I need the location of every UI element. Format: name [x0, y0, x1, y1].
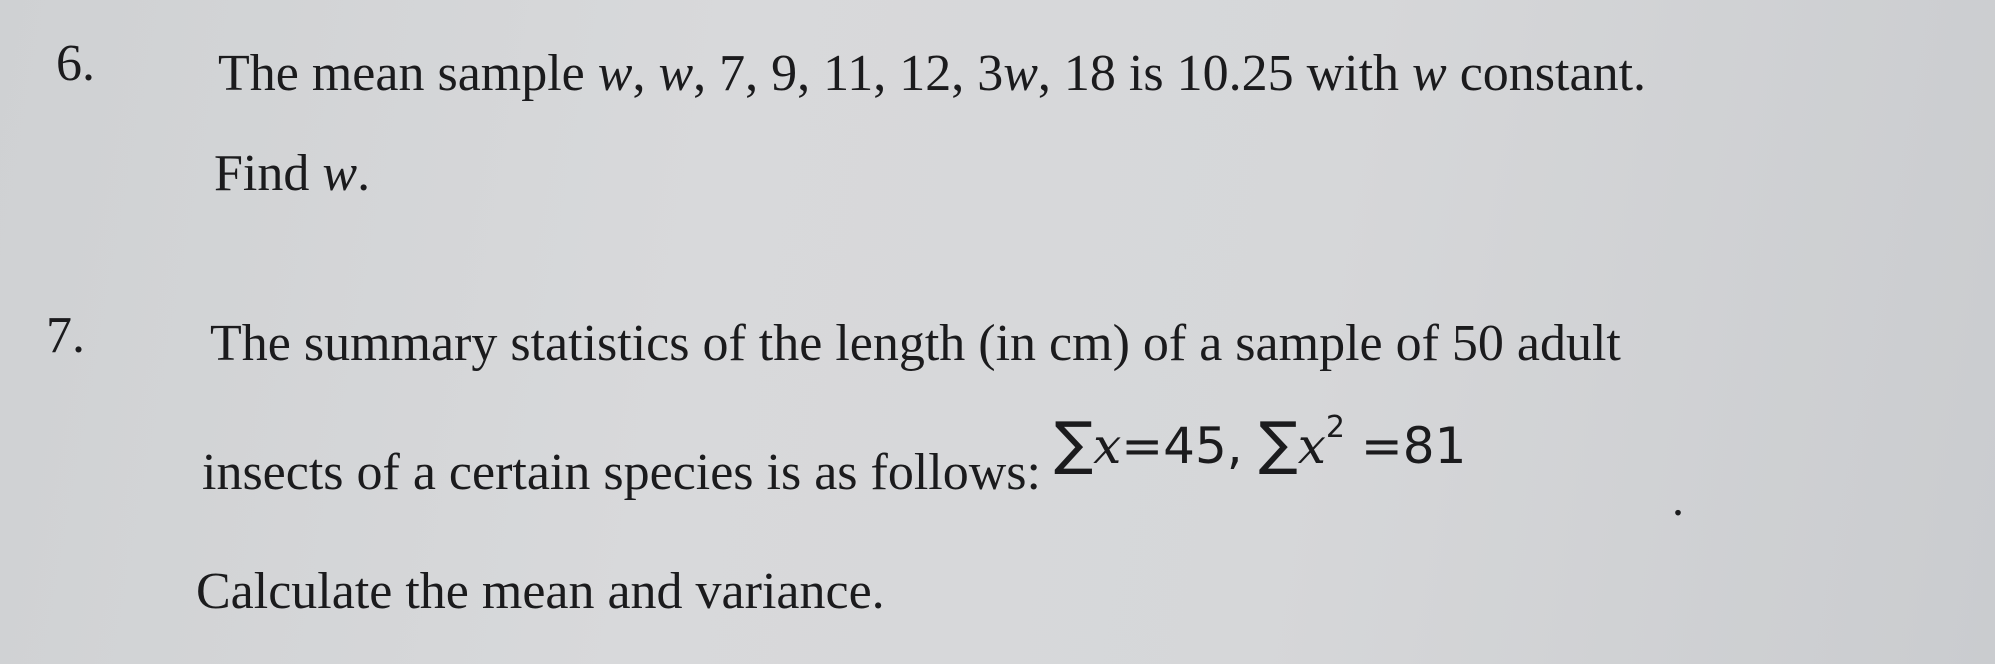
summation-sign: ∑ [1258, 409, 1298, 477]
q7-line-2-text: insects of a certain species is as follows: [202, 444, 1054, 501]
question-7-line-2 [202, 409, 1467, 501]
question-6-line-2 [214, 145, 371, 202]
exponent: 2 [1325, 410, 1345, 445]
variable-w: w [597, 45, 633, 102]
q6-period: . [357, 145, 371, 202]
variable-x: x [1297, 417, 1326, 475]
q6-text-a: The mean sample [218, 45, 598, 102]
q6-text-c: , 7, 9, 11, 12, 3 [693, 45, 1004, 102]
q6-text-e: constant. [1446, 45, 1647, 102]
variable-w: w [322, 145, 358, 202]
variable-x: x [1093, 417, 1122, 475]
variable-w: w [1003, 45, 1038, 102]
sum-x-value: =45, [1121, 417, 1259, 475]
summation-sign: ∑ [1053, 409, 1094, 477]
question-6-line-1 [218, 45, 1647, 102]
summary-formula [1053, 409, 1467, 477]
question-7-line-1: The summary statistics of the length (in cm) of a sample of 50 adult [210, 315, 1621, 372]
question-6-number: 6. [56, 35, 95, 92]
trailing-period: . [1672, 473, 1684, 526]
q6-text-d: , 18 is 10.25 with [1037, 45, 1413, 102]
q6-find-text: Find [214, 145, 323, 202]
question-7-number: 7. [46, 307, 85, 364]
variable-w: w [658, 45, 694, 102]
variable-w: w [1412, 45, 1447, 102]
sum-x-squared-value: =81 [1344, 417, 1467, 475]
q6-text-b: , [632, 45, 659, 102]
question-7-line-3: Calculate the mean and variance. [196, 563, 885, 620]
